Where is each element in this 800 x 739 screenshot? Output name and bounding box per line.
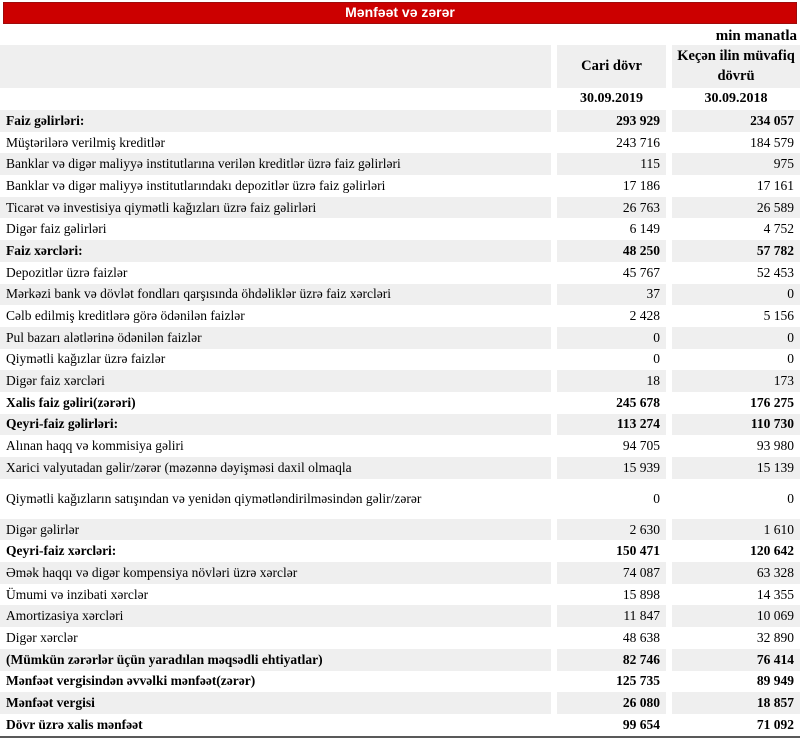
row-label: Cəlb edilmiş kreditlərə görə ödənilən faizlər — [6, 308, 245, 324]
row-value-current: 82 746 — [551, 649, 666, 671]
table-row — [0, 284, 800, 306]
column-header-row — [0, 45, 800, 88]
table-row — [0, 327, 800, 349]
row-value-current: 94 705 — [551, 435, 666, 457]
row-value-current: 11 847 — [551, 605, 666, 627]
row-label: Mərkəzi bank və dövlət fondları qarşısında öhdəliklər üzrə faiz xərcləri — [0, 284, 551, 306]
row-value-current: 113 274 — [551, 414, 666, 436]
row-value-current: 45 767 — [551, 262, 666, 284]
row-value-current: 37 — [551, 284, 666, 306]
table-row — [0, 692, 800, 714]
col-header-prior: Keçən ilin müvafiq dövrü — [666, 45, 800, 88]
table-body — [0, 110, 800, 736]
row-value-prior: 0 — [666, 327, 800, 349]
table-row — [0, 562, 800, 584]
row-value-prior: 52 453 — [666, 262, 800, 284]
row-value-current: 74 087 — [551, 562, 666, 584]
table-row — [0, 714, 800, 736]
row-value-prior: 4 752 — [666, 218, 800, 240]
row-value-prior: 17 161 — [666, 175, 800, 197]
row-label: Mənfəət vergisi — [0, 692, 551, 714]
table-row — [0, 349, 800, 371]
row-value-current: 48 250 — [551, 240, 666, 262]
table-row — [0, 240, 800, 262]
table-row — [0, 671, 800, 693]
row-value-current: 26 763 — [551, 197, 666, 219]
row-value-current: 125 735 — [551, 671, 666, 693]
table-row — [0, 519, 800, 541]
table-row — [0, 584, 800, 606]
row-label: Dövr üzrə xalis mənfəət — [6, 716, 143, 732]
row-value-prior: 15 139 — [666, 457, 800, 479]
unit-note: min manatla — [715, 28, 797, 44]
row-value-prior: 10 069 — [666, 605, 800, 627]
table-row — [0, 110, 800, 132]
page-title: Mənfəət və zərər — [3, 2, 797, 24]
table-row — [0, 627, 800, 649]
table-row — [0, 262, 800, 284]
row-value-prior: 63 328 — [666, 562, 800, 584]
row-label: Alınan haqq və kommisiya gəliri — [6, 438, 184, 454]
row-value-prior: 57 782 — [666, 240, 800, 262]
col-header-current: Cari dövr — [551, 45, 666, 88]
row-label: Qeyri-faiz gəlirləri: — [0, 414, 551, 436]
row-value-prior: 18 857 — [666, 692, 800, 714]
table-row — [0, 370, 800, 392]
table-row — [0, 605, 800, 627]
pl-table — [0, 45, 800, 736]
date-row — [0, 88, 800, 110]
row-label: (Mümkün zərərlər üçün yaradılan məqsədli ehtiyatlar) — [0, 649, 551, 671]
row-value-prior: 0 — [666, 284, 800, 306]
table-row — [0, 479, 800, 519]
row-value-prior: 32 890 — [666, 627, 800, 649]
row-label: Amortizasiya xərcləri — [0, 605, 551, 627]
row-label: Digər gəlirlər — [0, 519, 551, 541]
row-label: Faiz gəlirləri: — [0, 110, 551, 132]
date-label-spacer — [0, 88, 551, 110]
row-label: Depozitlər üzrə faizlər — [6, 264, 128, 280]
row-value-prior: 1 610 — [666, 519, 800, 541]
row-label: Banklar və digər maliyyə institutlarındakı depozitlər üzrə faiz gəlirləri — [6, 177, 386, 193]
row-label: Ümumi və inzibati xərclər — [6, 586, 149, 602]
row-value-current: 0 — [551, 327, 666, 349]
row-label: Xalis faiz gəliri(zərəri) — [6, 394, 136, 410]
row-label: Qeyri-faiz xərcləri: — [6, 543, 117, 559]
col-date-prior: 30.09.2018 — [666, 88, 800, 110]
row-value-prior: 93 980 — [666, 435, 800, 457]
row-value-current: 99 654 — [551, 714, 666, 736]
row-label: Pul bazarı alətlərinə ödənilən faizlər — [0, 327, 551, 349]
bottom-border-line — [0, 736, 800, 738]
row-value-prior: 76 414 — [666, 649, 800, 671]
table-row — [0, 175, 800, 197]
row-value-prior: 71 092 — [666, 714, 800, 736]
row-value-current: 48 638 — [551, 627, 666, 649]
row-label: Digər xərclər — [6, 629, 78, 645]
row-value-prior: 173 — [666, 370, 800, 392]
table-head-rows — [0, 45, 800, 110]
row-value-prior: 0 — [666, 349, 800, 371]
row-value-current: 18 — [551, 370, 666, 392]
table-row — [0, 132, 800, 154]
table-row — [0, 392, 800, 414]
table-row — [0, 153, 800, 175]
row-value-prior: 184 579 — [666, 132, 800, 154]
col-date-current: 30.09.2019 — [551, 88, 666, 110]
row-value-current: 26 080 — [551, 692, 666, 714]
table-row — [0, 305, 800, 327]
row-value-prior: 0 — [666, 479, 800, 519]
table-row — [0, 414, 800, 436]
row-value-prior: 14 355 — [666, 584, 800, 606]
row-value-current: 150 471 — [551, 540, 666, 562]
row-value-prior: 5 156 — [666, 305, 800, 327]
row-value-current: 15 939 — [551, 457, 666, 479]
row-value-current: 15 898 — [551, 584, 666, 606]
row-label: Xarici valyutadan gəlir/zərər (məzənnə dəyişməsi daxil olmaqla — [0, 457, 551, 479]
table-row — [0, 435, 800, 457]
row-value-prior: 89 949 — [666, 671, 800, 693]
row-value-current: 0 — [551, 349, 666, 371]
table-row — [0, 540, 800, 562]
row-value-prior: 176 275 — [666, 392, 800, 414]
row-value-prior: 975 — [666, 153, 800, 175]
row-value-current: 115 — [551, 153, 666, 175]
table-row — [0, 197, 800, 219]
row-value-prior: 234 057 — [666, 110, 800, 132]
row-value-current: 2 428 — [551, 305, 666, 327]
row-label: Banklar və digər maliyyə institutlarına verilən kreditlər üzrə faiz gəlirləri — [0, 153, 551, 175]
row-value-current: 243 716 — [551, 132, 666, 154]
row-label: Digər faiz xərcləri — [0, 370, 551, 392]
row-label: Qiymətli kağızların satışından və yenidən qiymətləndirilməsindən gəlir/zərər — [6, 490, 422, 506]
row-value-current: 245 678 — [551, 392, 666, 414]
row-label: Qiymətli kağızlar üzrə faizlər — [6, 351, 166, 367]
row-label: Digər faiz gəlirləri — [6, 221, 107, 237]
row-label: Müştərilərə verilmiş kreditlər — [6, 134, 165, 150]
row-value-current: 17 186 — [551, 175, 666, 197]
row-value-current: 293 929 — [551, 110, 666, 132]
row-value-current: 2 630 — [551, 519, 666, 541]
row-value-prior: 110 730 — [666, 414, 800, 436]
row-value-prior: 26 589 — [666, 197, 800, 219]
table-row — [0, 649, 800, 671]
row-label: Ticarət və investisiya qiymətli kağızları üzrə faiz gəlirləri — [0, 197, 551, 219]
row-label: Mənfəət vergisindən əvvəlki mənfəət(zərər) — [6, 673, 256, 689]
table-row — [0, 457, 800, 479]
row-value-prior: 120 642 — [666, 540, 800, 562]
row-label: Əmək haqqı və digər kompensiya növləri üzrə xərclər — [0, 562, 551, 584]
header-label-spacer — [0, 45, 551, 88]
row-value-current: 6 149 — [551, 218, 666, 240]
row-label: Faiz xərcləri: — [0, 240, 551, 262]
row-value-current: 0 — [551, 479, 666, 519]
table-row — [0, 218, 800, 240]
